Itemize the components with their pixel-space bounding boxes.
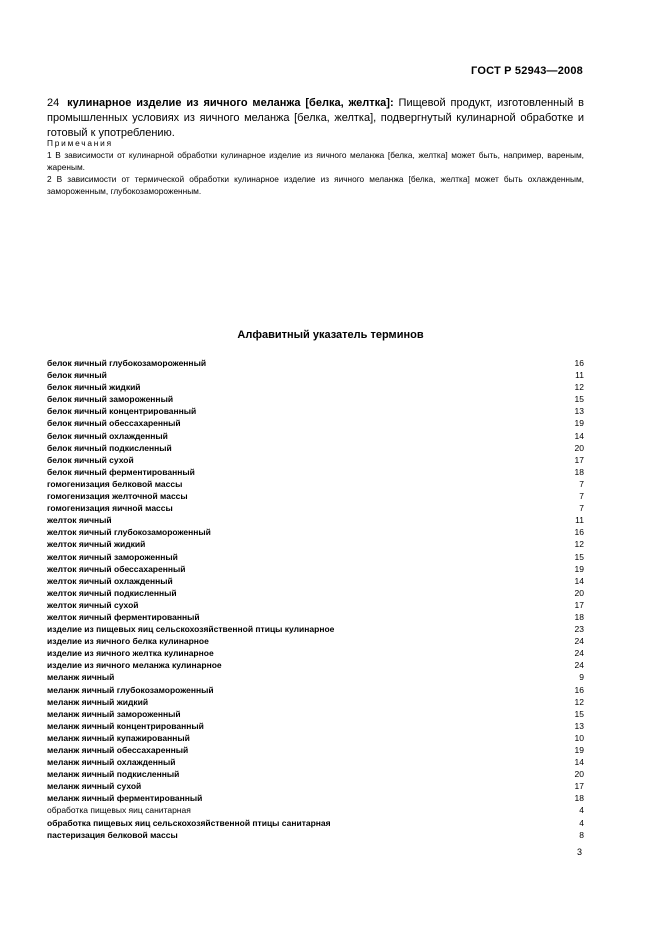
- index-page-ref: 18: [574, 611, 584, 622]
- index-entry: [47, 696, 584, 708]
- index-term: гомогенизация желточной массы: [47, 491, 188, 502]
- index-page-ref: 14: [574, 757, 584, 768]
- index-page-ref: 14: [574, 430, 584, 441]
- index-entry: [47, 708, 584, 720]
- index-term: желток яичный обессахаренный: [47, 563, 186, 574]
- term-text: Пищевой продукт, изготовленный в промышленных условиях из яичного меланжа [белка, желтка], подвергнутый кулинарной обработке и готовый к употреблению.: [47, 97, 585, 139]
- notes-block: [47, 137, 584, 197]
- index-term: пастеризация белковой массы: [47, 829, 178, 840]
- index-entry: [47, 381, 584, 393]
- index-page-ref: 11: [575, 370, 584, 381]
- index-term: обработка пищевых яиц санитарная: [47, 805, 191, 816]
- index-entry: [47, 538, 584, 550]
- index-entry: [47, 575, 584, 587]
- index-entry: [47, 563, 584, 575]
- index-term: желток яичный замороженный: [47, 551, 178, 562]
- index-term: желток яичный охлажденный: [47, 575, 173, 586]
- index-page-ref: 4: [579, 805, 584, 816]
- index-page-ref: 16: [574, 527, 584, 538]
- index-term: желток яичный ферментированный: [47, 611, 200, 622]
- index-entry: [47, 405, 584, 417]
- index-term: белок яичный замороженный: [47, 394, 174, 405]
- index-entry: [47, 684, 584, 696]
- index-entry: [47, 393, 584, 405]
- index-page-ref: 20: [574, 442, 584, 453]
- term-name: кулинарное изделие из яичного меланжа [белка, желтка]:: [67, 97, 394, 109]
- index-page-ref: 24: [574, 660, 584, 671]
- index-entry: [47, 671, 584, 683]
- index-entry: [47, 526, 584, 538]
- index-entry: [47, 466, 584, 478]
- index-entry: [47, 659, 584, 671]
- index-term: меланж яичный замороженный: [47, 708, 181, 719]
- index-entry: [47, 635, 584, 647]
- index-page-ref: 12: [574, 539, 584, 550]
- index-term: изделие из яичного желтка кулинарное: [47, 648, 214, 659]
- index-entry: [47, 599, 584, 611]
- index-term: желток яичный жидкий: [47, 539, 146, 550]
- index-entry: [47, 780, 584, 792]
- index-entry: [47, 817, 584, 829]
- index-entry: [47, 454, 584, 466]
- notes-heading: Примечания: [47, 138, 113, 148]
- index-entry: [47, 442, 584, 454]
- index-page-ref: 7: [579, 503, 584, 514]
- index-term: меланж яичный купажированный: [47, 732, 190, 743]
- page-number: 3: [576, 847, 582, 857]
- index-term: белок яичный концентрированный: [47, 406, 197, 417]
- index-term: меланж яичный подкисленный: [47, 769, 180, 780]
- index-term: меланж яичный обессахаренный: [47, 745, 189, 755]
- index-entry: [47, 369, 584, 381]
- index-term: белок яичный обессахаренный: [47, 418, 181, 429]
- index-term: белок яичный подкисленный: [47, 442, 172, 453]
- index-term: белок яичный жидкий: [47, 382, 141, 393]
- index-page-ref: 15: [574, 394, 584, 405]
- index-term: белок яичный охлажденный: [47, 430, 168, 441]
- index-term: желток яичный подкисленный: [47, 587, 177, 598]
- index-page-ref: 18: [574, 466, 584, 477]
- index-term: обработка пищевых яиц сельскохозяйственной птицы санитарная: [47, 817, 331, 828]
- index-term: изделие из пищевых яиц сельскохозяйственной птицы кулинарное: [47, 624, 335, 635]
- note-item: 2 В зависимости от термической обработки кулинарное изделие из яичного меланжа [белка, желтка] может быть охлажденным, замороженным, глубокозамороженным.: [47, 174, 584, 196]
- index-term: белок яичный глубокозамороженный: [47, 358, 207, 368]
- index-page-ref: 7: [579, 491, 584, 502]
- index-page-ref: 18: [574, 793, 584, 804]
- index-page-ref: 12: [574, 696, 584, 707]
- index-entry: [47, 478, 584, 490]
- index-term: меланж яичный охлажденный: [47, 757, 176, 768]
- index-page-ref: 17: [574, 781, 584, 792]
- index-entry: [47, 829, 584, 841]
- index-term: гомогенизация белковой массы: [47, 478, 183, 489]
- index-page-ref: 19: [574, 418, 584, 429]
- index-entry: [47, 768, 584, 780]
- index-entry: [47, 502, 584, 514]
- index-page-ref: 10: [574, 732, 584, 743]
- index-entry: [47, 587, 584, 599]
- index-entry: [47, 430, 584, 442]
- index-entry: [47, 357, 584, 369]
- index-page-ref: 23: [574, 624, 584, 635]
- document-header: ГОСТ Р 52943—2008: [471, 65, 583, 77]
- index-term: изделие из яичного меланжа кулинарное: [47, 660, 222, 671]
- term-definition: [47, 96, 584, 141]
- index-term: белок яичный сухой: [47, 454, 134, 465]
- index-page-ref: 4: [579, 817, 584, 828]
- index-page-ref: 20: [574, 769, 584, 780]
- index-term: желток яичный сухой: [47, 599, 139, 610]
- index-entry: [47, 490, 584, 502]
- index-term: изделие из яичного белка кулинарное: [47, 636, 209, 647]
- index-term: белок яичный ферментированный: [47, 466, 195, 477]
- index-page-ref: 8: [579, 829, 584, 840]
- index-page-ref: 12: [574, 382, 584, 393]
- index-page-ref: 13: [574, 406, 584, 417]
- index-term: меланж яичный концентрированный: [47, 720, 204, 731]
- index-page-ref: 17: [574, 454, 584, 465]
- note-item: 1 В зависимости от кулинарной обработки кулинарное изделие из яичного меланжа [белка, желтка] может быть, например, вареным, жареным.: [47, 150, 584, 172]
- index-term: гомогенизация яичной массы: [47, 503, 173, 514]
- index-page-ref: 14: [574, 575, 584, 586]
- index-page-ref: 19: [574, 563, 584, 574]
- term-number: 24: [47, 97, 60, 109]
- index-list: [47, 357, 584, 841]
- index-page-ref: 24: [574, 636, 584, 647]
- index-term: меланж яичный сухой: [47, 781, 142, 792]
- index-entry: [47, 611, 584, 623]
- index-term: меланж яичный ферментированный: [47, 793, 203, 804]
- index-entry: [47, 732, 584, 744]
- index-entry: [47, 417, 584, 429]
- index-page-ref: 15: [574, 551, 584, 562]
- index-page-ref: 24: [574, 648, 584, 659]
- index-term: меланж яичный: [47, 672, 115, 683]
- index-entry: [47, 551, 584, 563]
- index-entry: [47, 514, 584, 526]
- index-page-ref: 11: [575, 515, 584, 526]
- index-page-ref: 9: [579, 672, 584, 683]
- index-page-ref: 16: [574, 358, 584, 368]
- index-entry: [47, 756, 584, 768]
- index-entry: [47, 623, 584, 635]
- index-page-ref: 20: [574, 587, 584, 598]
- index-title: Алфавитный указатель терминов: [237, 329, 424, 341]
- index-page-ref: 16: [574, 684, 584, 695]
- index-term: желток яичный глубокозамороженный: [47, 527, 211, 538]
- index-page-ref: 7: [579, 478, 584, 489]
- index-page-ref: 13: [574, 720, 584, 731]
- index-page-ref: 15: [574, 708, 584, 719]
- index-term: меланж яичный глубокозамороженный: [47, 684, 214, 695]
- index-page-ref: 17: [574, 599, 584, 610]
- index-entry: [47, 804, 584, 816]
- index-entry: [47, 647, 584, 659]
- index-term: желток яичный: [47, 515, 112, 526]
- index-term: меланж яичный жидкий: [47, 696, 149, 707]
- index-entry: [47, 792, 584, 804]
- index-term: белок яичный: [47, 370, 107, 381]
- index-entry: [47, 720, 584, 732]
- index-entry: [47, 744, 584, 756]
- index-page-ref: 19: [574, 745, 584, 755]
